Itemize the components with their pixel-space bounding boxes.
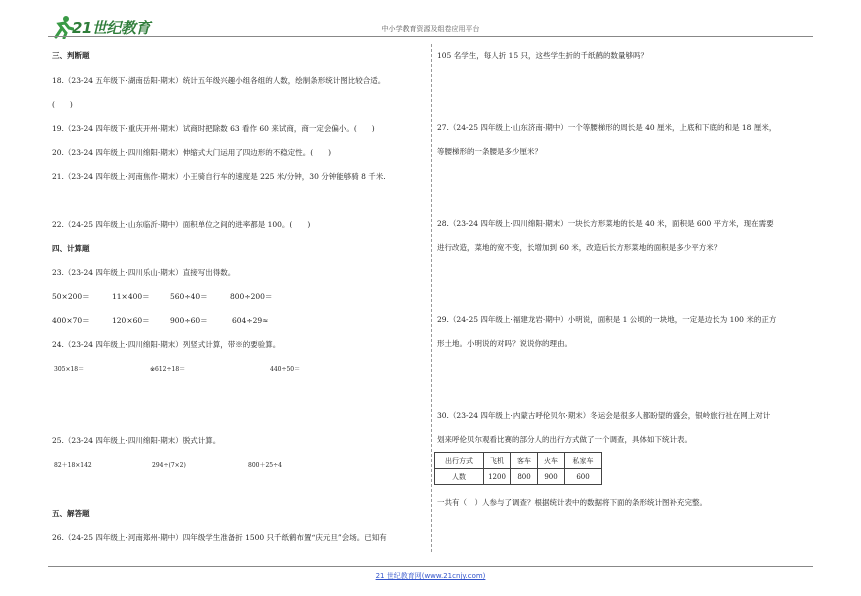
table-cell: 私家车 xyxy=(565,453,602,469)
travel-survey-table xyxy=(434,452,602,485)
question-20: 20.（23-24 四年级上·四川绵阳·期末）伸缩式大门运用了四边形的不稳定性。( ) xyxy=(52,148,332,157)
question-30-prompt: 一共有（ ）人参与了调查？根据统计表中的数据将下面的条形统计图补充完整。 xyxy=(437,498,707,507)
question-28-line-2: 进行改造，菜地的宽不变，长增加到 60 米，改造后长方形菜地的面积是多少平方米？ xyxy=(437,243,722,252)
calc-item: 120×60＝ xyxy=(112,316,150,325)
footer-link[interactable]: 21 世纪教育网(www.21cnjy.com) xyxy=(375,572,486,580)
question-19: 19.（23-24 四年级下·重庆开州·期末）试商时把除数 63 看作 60 来试商，商一定会偏小。( ) xyxy=(52,124,375,133)
table-row xyxy=(435,469,602,485)
table-header-row xyxy=(435,453,602,469)
calc-item: 11×400＝ xyxy=(112,292,150,301)
question-26-continued: 105 名学生，每人折 15 只，这些学生折的千纸鹤的数量够吗？ xyxy=(437,51,649,60)
footer-rule xyxy=(48,566,813,567)
table-cell: 客车 xyxy=(511,453,538,469)
question-27-line-2: 等腰梯形的一条腰是多少厘米？ xyxy=(437,147,542,156)
table-cell: 火车 xyxy=(538,453,565,469)
table-cell: 飞机 xyxy=(484,453,511,469)
calc-item: 900÷60＝ xyxy=(170,316,208,325)
section-3-heading: 三、判断题 xyxy=(52,51,90,60)
table-cell: 出行方式 xyxy=(435,453,484,469)
question-24: 24.（23-24 四年级上·四川绵阳·期末）列竖式计算，带※的要验算。 xyxy=(52,340,281,349)
question-26: 26.（24-25 四年级上·河南郑州·期中）四年级学生准备折 1500 只千纸鹤布置“庆元旦”会场。已知有 xyxy=(52,533,387,542)
step-calc-item: 294÷(7×2) xyxy=(152,462,186,469)
header-rule xyxy=(48,36,813,37)
question-29-line-2: 形土地。小明说的对吗？说说你的理由。 xyxy=(437,339,572,348)
question-30: 30.（23-24 四年级上·内蒙古呼伦贝尔·期末）冬运会是很多人都盼望的盛会，银岭旅行社在网上对计 xyxy=(437,411,771,420)
table-cell: 人数 xyxy=(435,469,484,485)
table-cell: 900 xyxy=(538,469,565,485)
table-cell: 1200 xyxy=(484,469,511,485)
section-5-heading: 五、解答题 xyxy=(52,509,90,518)
question-23: 23.（23-24 四年级上·四川乐山·期末）直接写出得数。 xyxy=(52,268,236,277)
calc-item: 400×70＝ xyxy=(52,316,90,325)
vertical-calc-item: 440÷50＝ xyxy=(270,366,301,373)
calc-item: 560÷40＝ xyxy=(170,292,208,301)
question-27: 27.（24-25 四年级上·山东济南·期中）一个等腰梯形的周长是 40 厘米，上底和下底的和是 18 厘米， xyxy=(437,123,777,132)
question-18-answer-blank: ( ) xyxy=(52,100,73,109)
question-29: 29.（24-25 四年级上·福建龙岩·期中）小明说，面积是 1 公顷的一块地，一定是边长为 100 米的正方 xyxy=(437,315,777,324)
vertical-calc-item: 305×18＝ xyxy=(54,366,85,373)
vertical-calc-item: ※612÷18＝ xyxy=(150,366,186,373)
table-cell: 600 xyxy=(565,469,602,485)
step-calc-item: 800＋25÷4 xyxy=(248,462,282,469)
question-21: 21.（23-24 四年级上·河南焦作·期末）小王骑自行车的速度是 225 米/分钟，30 分钟能够骑 8 千米. xyxy=(52,172,386,181)
question-28: 28.（23-24 四年级上·四川绵阳·期末）一块长方形菜地的长是 40 米，面积是 600 平方米，现在需要 xyxy=(437,219,774,228)
question-18: 18.（23-24 五年级下·湖南岳阳·期末）统计五年级兴趣小组各组的人数，绘制条形统计图比较合适。 xyxy=(52,76,386,85)
question-25: 25.（23-24 四年级上·四川绵阳·期末）脱式计算。 xyxy=(52,436,221,445)
question-30-line-2: 划来呼伦贝尔观看比赛的部分人的出行方式做了一个调查，具体如下统计表。 xyxy=(437,435,692,444)
calc-item: 800÷200＝ xyxy=(230,292,273,301)
logo-text: 21世纪教育 xyxy=(72,19,150,37)
calc-item: 604÷29≈ xyxy=(232,316,269,325)
column-divider xyxy=(431,44,432,552)
calc-item: 50×200＝ xyxy=(52,292,90,301)
header-title: 中小学教育资源及组卷应用平台 xyxy=(381,25,480,33)
step-calc-item: 82＋18×142 xyxy=(54,462,92,469)
question-22: 22.（24-25 四年级上·山东临沂·期中）面积单位之间的进率都是 100。( ) xyxy=(52,220,311,229)
table-cell: 800 xyxy=(511,469,538,485)
section-4-heading: 四、计算题 xyxy=(52,244,90,253)
